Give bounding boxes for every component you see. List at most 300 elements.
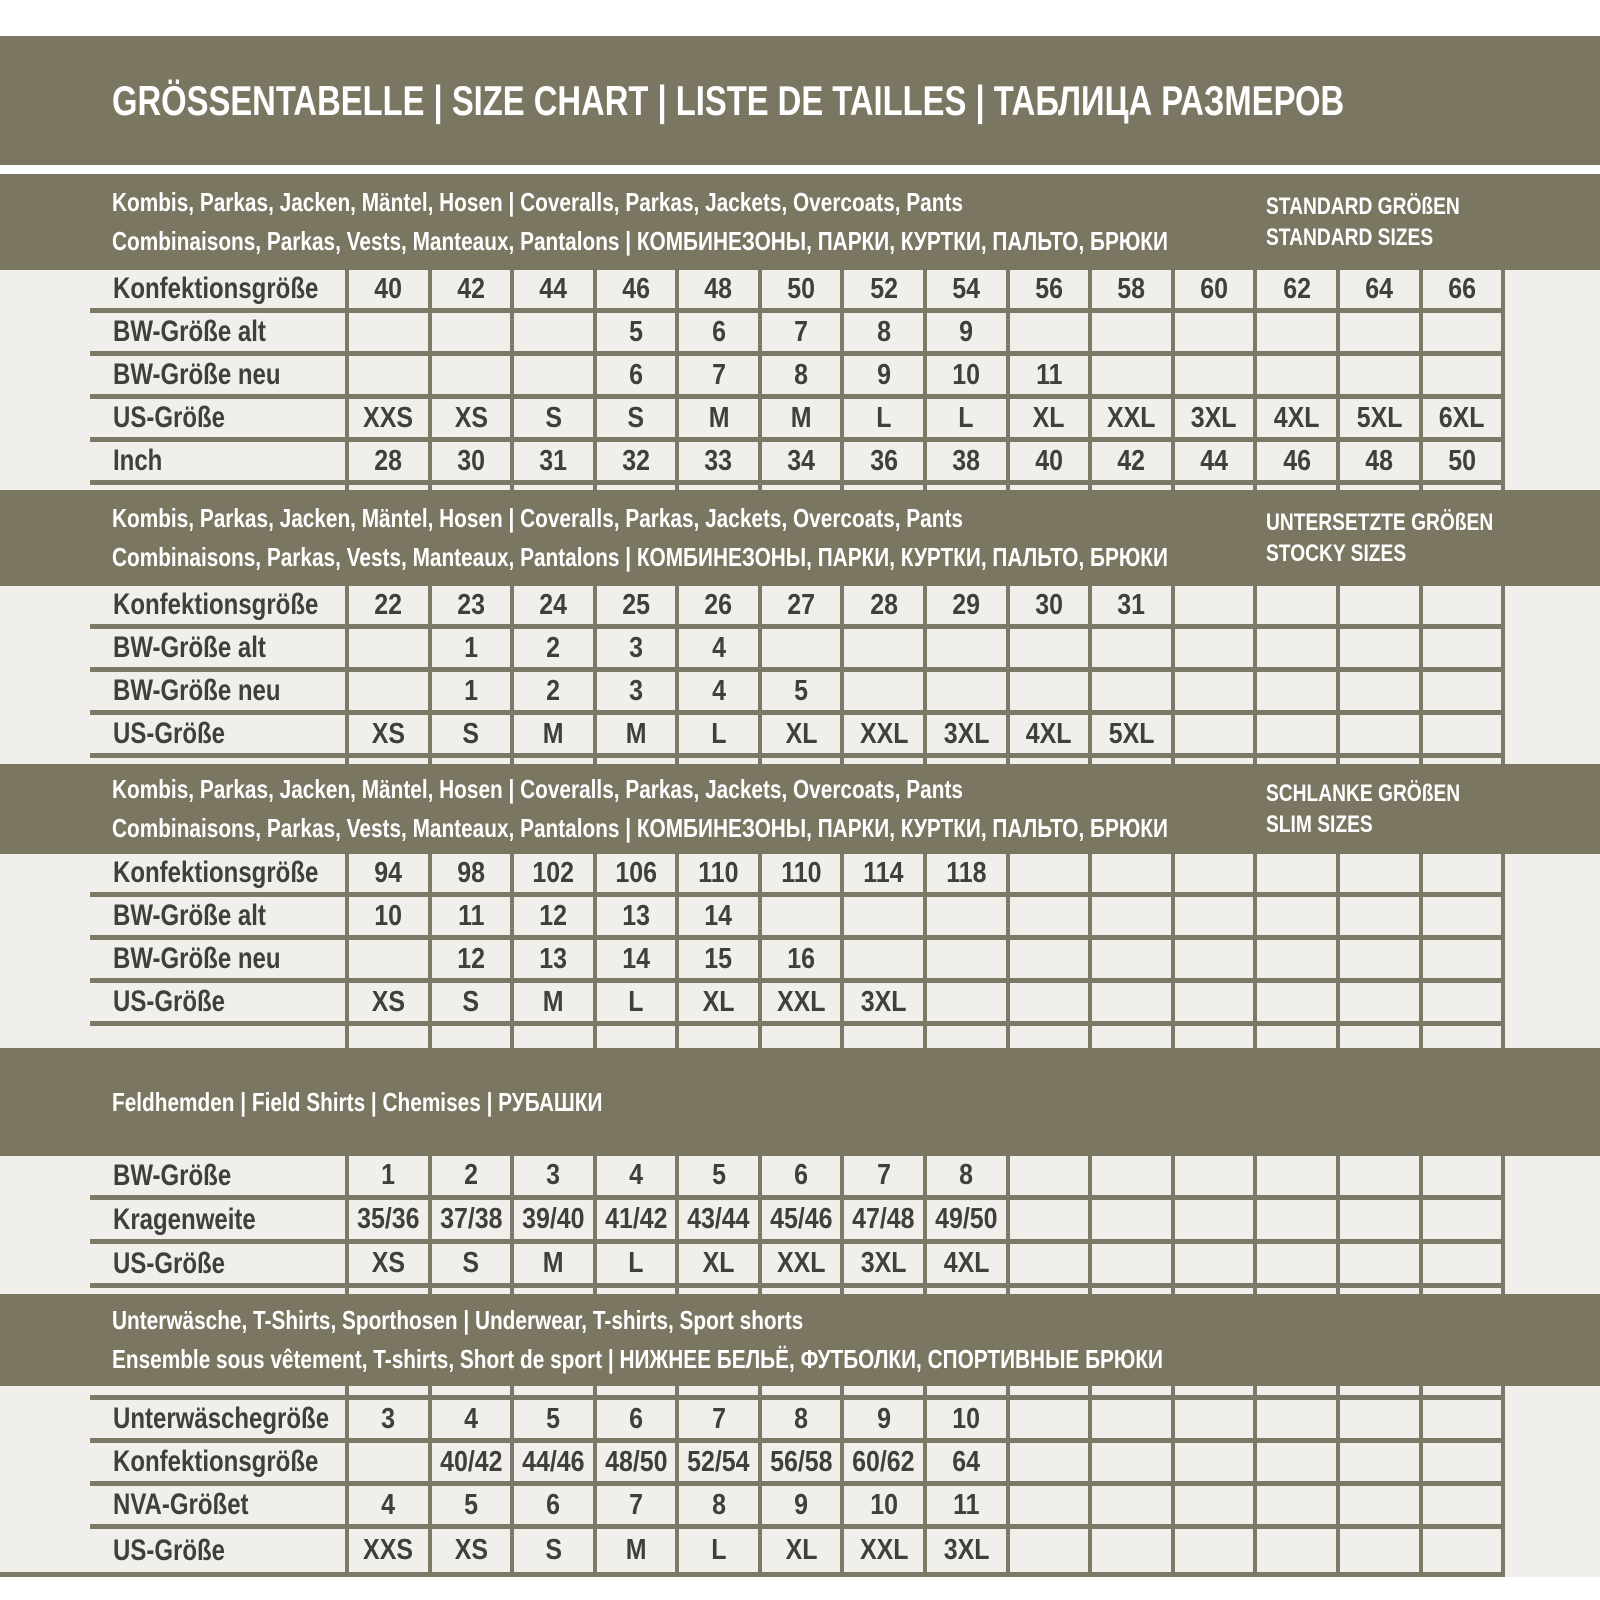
table-cell <box>1336 1486 1419 1529</box>
table-cell <box>345 629 428 672</box>
table-cell: 8 <box>758 1400 841 1443</box>
table-cell: 6 <box>593 1400 676 1443</box>
table-cell <box>1006 940 1089 983</box>
table-cell <box>1171 313 1254 356</box>
table-cell: 4 <box>675 629 758 672</box>
table-cell <box>1253 897 1336 940</box>
table-cell <box>1419 629 1506 672</box>
table-cell: 40 <box>345 270 428 313</box>
table-row <box>0 586 1505 629</box>
table-cell <box>1088 983 1171 1026</box>
table-cell: XXL <box>1088 399 1171 442</box>
table-cell <box>1088 356 1171 399</box>
section-header-right-label <box>1266 778 1509 840</box>
table-cell: 6 <box>593 356 676 399</box>
table-cell: 46 <box>1253 442 1336 485</box>
table-cell: 54 <box>923 270 1006 313</box>
table-cell: XS <box>345 983 428 1026</box>
table-cell: L <box>675 1529 758 1572</box>
table-cell: XL <box>675 983 758 1026</box>
table-cell: 35/36 <box>345 1200 428 1244</box>
table-cell: 114 <box>840 854 923 897</box>
table-cell: 28 <box>840 586 923 629</box>
table-cell <box>1419 1156 1506 1200</box>
row-label: Konfektionsgröße <box>90 586 345 629</box>
table-cell: 52/54 <box>675 1443 758 1486</box>
table-cell: 64 <box>923 1443 1006 1486</box>
table-cell <box>1253 854 1336 897</box>
table-cell: 3 <box>593 672 676 715</box>
table-cell: 31 <box>1088 586 1171 629</box>
table-cell: 7 <box>840 1156 923 1200</box>
table-cell: 5 <box>593 313 676 356</box>
right-label-line2: SLIM SIZES <box>1266 811 1373 838</box>
table-cell: 50 <box>1419 442 1506 485</box>
table-cell: 30 <box>428 442 511 485</box>
table-cell: S <box>428 1244 511 1288</box>
section-header-line2: Combinaisons, Parkas, Vests, Manteaux, Pantalons | КОМБИНЕЗОНЫ, ПАРКИ, КУРТКИ, ПАЛЬТО, БРЮКИ <box>112 813 1168 843</box>
table-cell: 12 <box>510 897 593 940</box>
right-label-line1: STANDARD GRÖßEN <box>1266 193 1460 220</box>
table-cell: 49/50 <box>923 1200 1006 1244</box>
table-cell <box>1419 1400 1506 1443</box>
table-cell: 34 <box>758 442 841 485</box>
table-cell <box>1253 715 1336 758</box>
table-cell: XL <box>1006 399 1089 442</box>
table-cell <box>345 356 428 399</box>
right-label-line2: STOCKY SIZES <box>1266 540 1407 567</box>
table-cell: 24 <box>510 586 593 629</box>
table-cell: 47/48 <box>840 1200 923 1244</box>
table-row <box>0 399 1505 442</box>
table-cell <box>840 897 923 940</box>
table-cell: 10 <box>345 897 428 940</box>
table-cell: 2 <box>428 1156 511 1200</box>
table-cell: 9 <box>840 356 923 399</box>
table-cell <box>1088 1486 1171 1529</box>
size-table-underwear <box>0 1386 1600 1577</box>
table-cell <box>1006 1156 1089 1200</box>
table-cell <box>1171 1244 1254 1288</box>
page-title: GRÖSSENTABELLE | SIZE CHART | LISTE DE TAILLES | ТАБЛИЦА РАЗМЕРОВ <box>112 76 1345 124</box>
table-cell: 110 <box>758 854 841 897</box>
right-label-line1: SCHLANKE GRÖßEN <box>1266 780 1461 807</box>
table-cell: 41/42 <box>593 1200 676 1244</box>
table-cell: XS <box>345 715 428 758</box>
table-cell: S <box>510 399 593 442</box>
table-cell: 10 <box>840 1486 923 1529</box>
table-cell: XL <box>675 1244 758 1288</box>
table-cell: 4 <box>428 1400 511 1443</box>
table-cell <box>510 313 593 356</box>
table-row <box>0 1244 1505 1288</box>
table-cell <box>1419 672 1506 715</box>
table-cell: 3XL <box>1171 399 1254 442</box>
table-cell: 30 <box>1006 586 1089 629</box>
table-cell: 5 <box>428 1486 511 1529</box>
row-label: US-Größe <box>90 399 345 442</box>
table-cell <box>1171 854 1254 897</box>
table-cell: L <box>923 399 1006 442</box>
table-cell: 27 <box>758 586 841 629</box>
right-label-line1: UNTERSETZTE GRÖßEN <box>1266 509 1494 536</box>
table-cell: 14 <box>675 897 758 940</box>
table-cell <box>1006 854 1089 897</box>
table-cell: 3 <box>345 1400 428 1443</box>
table-cell <box>1253 940 1336 983</box>
section-header-line2: Combinaisons, Parkas, Vests, Manteaux, Pantalons | КОМБИНЕЗОНЫ, ПАРКИ, КУРТКИ, ПАЛЬТО, БРЮКИ <box>112 542 1168 572</box>
table-row <box>0 313 1505 356</box>
table-cell: 8 <box>923 1156 1006 1200</box>
table-cell: 2 <box>510 672 593 715</box>
table-row <box>0 1156 1505 1200</box>
row-label: Konfektionsgröße <box>90 1443 345 1486</box>
table-cell: L <box>593 1244 676 1288</box>
table-cell <box>1253 672 1336 715</box>
table-cell <box>1336 940 1419 983</box>
table-cell: 7 <box>758 313 841 356</box>
table-cell: 1 <box>428 672 511 715</box>
table-cell <box>1006 1200 1089 1244</box>
table-cell <box>1419 1486 1506 1529</box>
table-row <box>0 629 1505 672</box>
table-cell <box>758 629 841 672</box>
table-row <box>0 270 1505 313</box>
table-row <box>0 672 1505 715</box>
table-cell: 102 <box>510 854 593 897</box>
section-underwear <box>0 1294 1600 1577</box>
table-cell <box>345 313 428 356</box>
table-cell: 4 <box>345 1486 428 1529</box>
table-row <box>0 897 1505 940</box>
size-table-standard <box>0 270 1600 490</box>
table-cell <box>1006 672 1089 715</box>
table-cell: 98 <box>428 854 511 897</box>
table-cell: 3XL <box>923 715 1006 758</box>
table-cell: 110 <box>675 854 758 897</box>
table-cell: 10 <box>923 356 1006 399</box>
table-cell: XL <box>758 1529 841 1572</box>
table-cell: 36 <box>840 442 923 485</box>
table-row <box>0 940 1505 983</box>
table-cell <box>510 356 593 399</box>
table-cell: 5XL <box>1336 399 1419 442</box>
size-table-grid <box>0 586 1505 764</box>
row-label: BW-Größe neu <box>90 940 345 983</box>
table-cell: 42 <box>428 270 511 313</box>
table-cell: 32 <box>593 442 676 485</box>
table-cell: 16 <box>758 940 841 983</box>
table-cell: M <box>510 1244 593 1288</box>
table-cell: 5 <box>758 672 841 715</box>
table-cell: 52 <box>840 270 923 313</box>
table-cell: 1 <box>428 629 511 672</box>
table-cell <box>1006 1400 1089 1443</box>
table-cell: 8 <box>758 356 841 399</box>
section-stocky-sizes <box>0 490 1600 764</box>
table-cell <box>1336 1244 1419 1288</box>
table-cell: 7 <box>593 1486 676 1529</box>
table-cell: 3 <box>510 1156 593 1200</box>
table-cell <box>1171 1443 1254 1486</box>
table-cell <box>1419 715 1506 758</box>
table-cell <box>1006 1486 1089 1529</box>
section-header-line1: Kombis, Parkas, Jacken, Mäntel, Hosen | Coveralls, Parkas, Jackets, Overcoats, Pants <box>112 187 963 217</box>
table-cell <box>1253 1200 1336 1244</box>
table-stub-row <box>0 1386 1505 1400</box>
section-header-right-label <box>1266 191 1508 253</box>
table-cell <box>1006 1244 1089 1288</box>
section-header <box>0 174 1600 270</box>
table-cell <box>1336 1529 1419 1572</box>
table-cell <box>1171 1400 1254 1443</box>
top-margin <box>0 0 1600 36</box>
size-table-grid <box>0 854 1505 1048</box>
table-cell <box>1336 1400 1419 1443</box>
table-cell: 11 <box>428 897 511 940</box>
row-label: BW-Größe alt <box>90 897 345 940</box>
table-row <box>0 854 1505 897</box>
table-cell <box>1006 1529 1089 1572</box>
table-cell: 33 <box>675 442 758 485</box>
table-cell: 37/38 <box>428 1200 511 1244</box>
table-cell: M <box>593 1529 676 1572</box>
table-cell <box>1419 356 1506 399</box>
table-cell: 9 <box>758 1486 841 1529</box>
table-cell: 3XL <box>840 1244 923 1288</box>
table-cell: XS <box>428 399 511 442</box>
section-header-line1: Feldhemden | Field Shirts | Chemises | РУБАШКИ <box>112 1086 603 1117</box>
table-cell: XXL <box>840 1529 923 1572</box>
table-cell: M <box>510 715 593 758</box>
table-cell <box>1419 586 1506 629</box>
table-cell: L <box>675 715 758 758</box>
table-cell: M <box>510 983 593 1026</box>
table-cell <box>923 672 1006 715</box>
table-cell: 50 <box>758 270 841 313</box>
table-cell: 8 <box>675 1486 758 1529</box>
table-cell: 10 <box>923 1400 1006 1443</box>
table-cell: XS <box>428 1529 511 1572</box>
size-table-grid <box>0 1386 1505 1577</box>
table-cell <box>1088 854 1171 897</box>
table-cell: XXS <box>345 1529 428 1572</box>
table-cell: 64 <box>1336 270 1419 313</box>
table-cell <box>345 1443 428 1486</box>
table-cell: 56 <box>1006 270 1089 313</box>
table-cell: M <box>593 715 676 758</box>
table-cell: 4XL <box>1006 715 1089 758</box>
table-cell <box>758 897 841 940</box>
table-cell: 11 <box>923 1486 1006 1529</box>
table-cell: 44 <box>510 270 593 313</box>
table-cell: 48 <box>675 270 758 313</box>
table-cell: 45/46 <box>758 1200 841 1244</box>
table-cell <box>1088 1244 1171 1288</box>
row-label: US-Größe <box>90 715 345 758</box>
table-cell: 46 <box>593 270 676 313</box>
table-cell <box>1336 1443 1419 1486</box>
table-cell <box>1336 897 1419 940</box>
table-cell <box>1088 629 1171 672</box>
table-cell: 6 <box>510 1486 593 1529</box>
table-cell: 60 <box>1171 270 1254 313</box>
table-cell <box>1088 1443 1171 1486</box>
row-label: Unterwäschegröße <box>90 1400 345 1443</box>
table-cell <box>1419 1443 1506 1486</box>
table-cell: L <box>593 983 676 1026</box>
table-row <box>0 356 1505 399</box>
table-row <box>0 442 1505 485</box>
table-cell: 106 <box>593 854 676 897</box>
table-cell: 29 <box>923 586 1006 629</box>
row-label: BW-Größe <box>90 1156 345 1200</box>
table-cell <box>1253 1156 1336 1200</box>
table-cell <box>840 940 923 983</box>
table-cell <box>1006 983 1089 1026</box>
table-cell: XL <box>758 715 841 758</box>
table-cell: 5 <box>675 1156 758 1200</box>
row-label: US-Größe <box>90 983 345 1026</box>
table-cell <box>1171 1156 1254 1200</box>
section-header <box>0 1048 1600 1156</box>
table-cell <box>1088 313 1171 356</box>
table-cell <box>1006 313 1089 356</box>
table-cell: 44/46 <box>510 1443 593 1486</box>
table-cell <box>1336 1156 1419 1200</box>
section-header-line2: Ensemble sous vêtement, T-shirts, Short de sport | НИЖНЕЕ БЕЛЬЁ, ФУТБОЛКИ, СПОРТИВНЫЕ БРЮКИ <box>112 1344 1163 1374</box>
table-cell: 13 <box>510 940 593 983</box>
table-cell: 3XL <box>840 983 923 1026</box>
table-cell <box>1336 983 1419 1026</box>
table-cell <box>1336 1200 1419 1244</box>
section-slim-sizes <box>0 764 1600 1048</box>
table-cell: 15 <box>675 940 758 983</box>
table-cell <box>1088 672 1171 715</box>
table-cell <box>1171 586 1254 629</box>
table-cell: S <box>428 983 511 1026</box>
row-label: Konfektionsgröße <box>90 854 345 897</box>
table-cell: 48 <box>1336 442 1419 485</box>
table-cell: 7 <box>675 356 758 399</box>
table-cell: L <box>840 399 923 442</box>
table-cell: 25 <box>593 586 676 629</box>
row-label: NVA-Größet <box>90 1486 345 1529</box>
table-cell <box>1253 983 1336 1026</box>
table-row <box>0 1443 1505 1486</box>
section-header-line1: Kombis, Parkas, Jacken, Mäntel, Hosen | Coveralls, Parkas, Jackets, Overcoats, Pants <box>112 503 963 533</box>
table-cell <box>1171 672 1254 715</box>
table-cell <box>1171 1200 1254 1244</box>
table-cell: 66 <box>1419 270 1506 313</box>
table-cell: 23 <box>428 586 511 629</box>
table-cell <box>1171 983 1254 1026</box>
table-cell: 118 <box>923 854 1006 897</box>
table-cell <box>1336 854 1419 897</box>
table-row <box>0 1400 1505 1443</box>
table-cell <box>1253 629 1336 672</box>
table-cell <box>345 940 428 983</box>
table-cell <box>923 629 1006 672</box>
table-cell: XXS <box>345 399 428 442</box>
table-cell: 40 <box>1006 442 1089 485</box>
table-cell: 6 <box>758 1156 841 1200</box>
table-cell <box>1088 1529 1171 1572</box>
table-cell: 7 <box>675 1400 758 1443</box>
row-label: Kragenweite <box>90 1200 345 1244</box>
table-cell <box>1088 1200 1171 1244</box>
table-cell: 14 <box>593 940 676 983</box>
table-cell: 6 <box>675 313 758 356</box>
table-cell: 4 <box>675 672 758 715</box>
section-header <box>0 764 1600 854</box>
table-cell: 3 <box>593 629 676 672</box>
table-cell: XXL <box>840 715 923 758</box>
table-cell: 13 <box>593 897 676 940</box>
table-cell <box>1253 313 1336 356</box>
table-cell <box>923 897 1006 940</box>
table-cell <box>1253 586 1336 629</box>
table-cell <box>1253 356 1336 399</box>
table-cell: S <box>510 1529 593 1572</box>
table-cell: S <box>593 399 676 442</box>
section-header-line1: Kombis, Parkas, Jacken, Mäntel, Hosen | Coveralls, Parkas, Jackets, Overcoats, Pants <box>112 774 963 804</box>
table-cell <box>1088 940 1171 983</box>
table-cell: 39/40 <box>510 1200 593 1244</box>
section-standard-sizes <box>0 174 1600 490</box>
table-cell <box>1419 940 1506 983</box>
row-label: BW-Größe neu <box>90 356 345 399</box>
table-cell: 44 <box>1171 442 1254 485</box>
table-cell: 6XL <box>1419 399 1506 442</box>
table-cell <box>1336 715 1419 758</box>
table-cell: M <box>675 399 758 442</box>
table-cell: 26 <box>675 586 758 629</box>
table-cell: 9 <box>923 313 1006 356</box>
table-cell <box>1419 983 1506 1026</box>
table-cell: 11 <box>1006 356 1089 399</box>
table-cell: 31 <box>510 442 593 485</box>
table-cell <box>1088 1156 1171 1200</box>
table-cell <box>1336 313 1419 356</box>
section-header <box>0 490 1600 586</box>
table-row <box>0 1200 1505 1244</box>
table-cell <box>1419 854 1506 897</box>
table-cell <box>1336 586 1419 629</box>
table-cell: 3XL <box>923 1529 1006 1572</box>
row-label: BW-Größe neu <box>90 672 345 715</box>
row-label: US-Größe <box>113 1533 226 1567</box>
table-cell <box>1171 940 1254 983</box>
table-cell <box>1171 356 1254 399</box>
table-cell: 4 <box>593 1156 676 1200</box>
size-table-field-shirts <box>0 1156 1600 1294</box>
table-row <box>0 1529 1505 1572</box>
table-cell: 4XL <box>1253 399 1336 442</box>
section-header-line1: Unterwäsche, T-Shirts, Sporthosen | Underwear, T-shirts, Sport shorts <box>112 1305 804 1335</box>
table-cell <box>1419 897 1506 940</box>
table-cell: 56/58 <box>758 1443 841 1486</box>
row-label: Inch <box>90 442 345 485</box>
table-cell: 5XL <box>1088 715 1171 758</box>
size-table-slim <box>0 854 1600 1048</box>
size-table-stocky <box>0 586 1600 764</box>
table-cell: XXL <box>758 983 841 1026</box>
table-cell <box>1336 629 1419 672</box>
table-row <box>0 715 1505 758</box>
row-label: BW-Größe alt <box>90 629 345 672</box>
size-table-grid <box>0 270 1505 490</box>
